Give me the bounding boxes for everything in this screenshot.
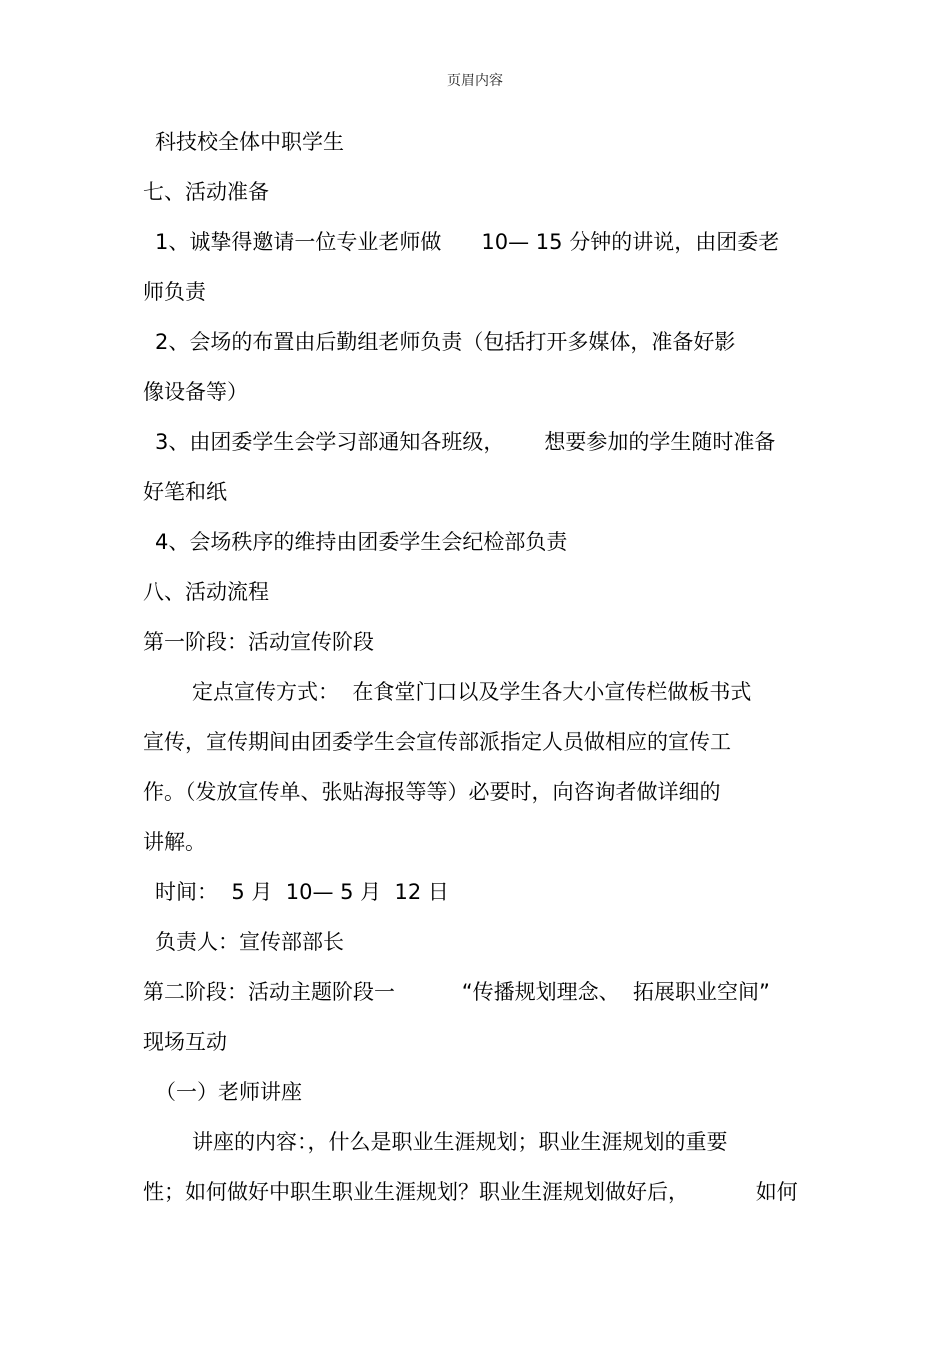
lecture-subheading: （一）老师讲座 [155,1080,302,1104]
lecture-content-line-2: 性；如何做好中职生职业生涯规划？职业生涯规划做好后， 如何 [143,1180,798,1204]
prep-item-3-cont: 好笔和纸 [143,480,227,504]
prep-item-1-cont: 师负责 [143,280,206,304]
stage-1-paragraph-line-2: 宣传，宣传期间由团委学生会宣传部派指定人员做相应的宣传工 [143,730,731,754]
prep-item-1: 1、诚挚得邀请一位专业老师做 10— 15 分钟的讲说，由团委老 [155,230,780,254]
audience-line: 科技校全体中职学生 [155,130,344,154]
stage-1-owner: 负责人：宣传部部长 [155,930,344,954]
stage-1-time: 时间： 5 月 10— 5 月 12 日 [155,880,449,904]
prep-item-2-cont: 像设备等） [143,380,248,404]
stage-1-paragraph-line-3: 作。（发放宣传单、张贴海报等等）必要时，向咨询者做详细的 [143,780,721,804]
stage-1-paragraph-line-4: 讲解。 [143,830,206,854]
prep-item-2: 2、会场的布置由后勤组老师负责（包括打开多媒体，准备好影 [155,330,736,354]
stage-2-heading: 第二阶段：活动主题阶段一 “传播规划理念、 拓展职业空间” [143,980,770,1004]
stage-2-heading-cont: 现场互动 [143,1030,227,1054]
prep-item-4: 4、会场秩序的维持由团委学生会纪检部负责 [155,530,568,554]
prep-item-3: 3、由团委学生会学习部通知各班级， 想要参加的学生随时准备 [155,430,776,454]
lecture-content-line-1: 讲座的内容：，什么是职业生涯规划；职业生涯规划的重要 [192,1130,728,1154]
section-heading-preparation: 七、活动准备 [143,180,269,204]
section-heading-process: 八、活动流程 [143,580,269,604]
stage-1-heading: 第一阶段：活动宣传阶段 [143,630,374,654]
page-header: 页眉内容 [447,73,503,89]
stage-1-paragraph-line-1: 定点宣传方式： 在食堂门口以及学生各大小宣传栏做板书式 [192,680,752,704]
